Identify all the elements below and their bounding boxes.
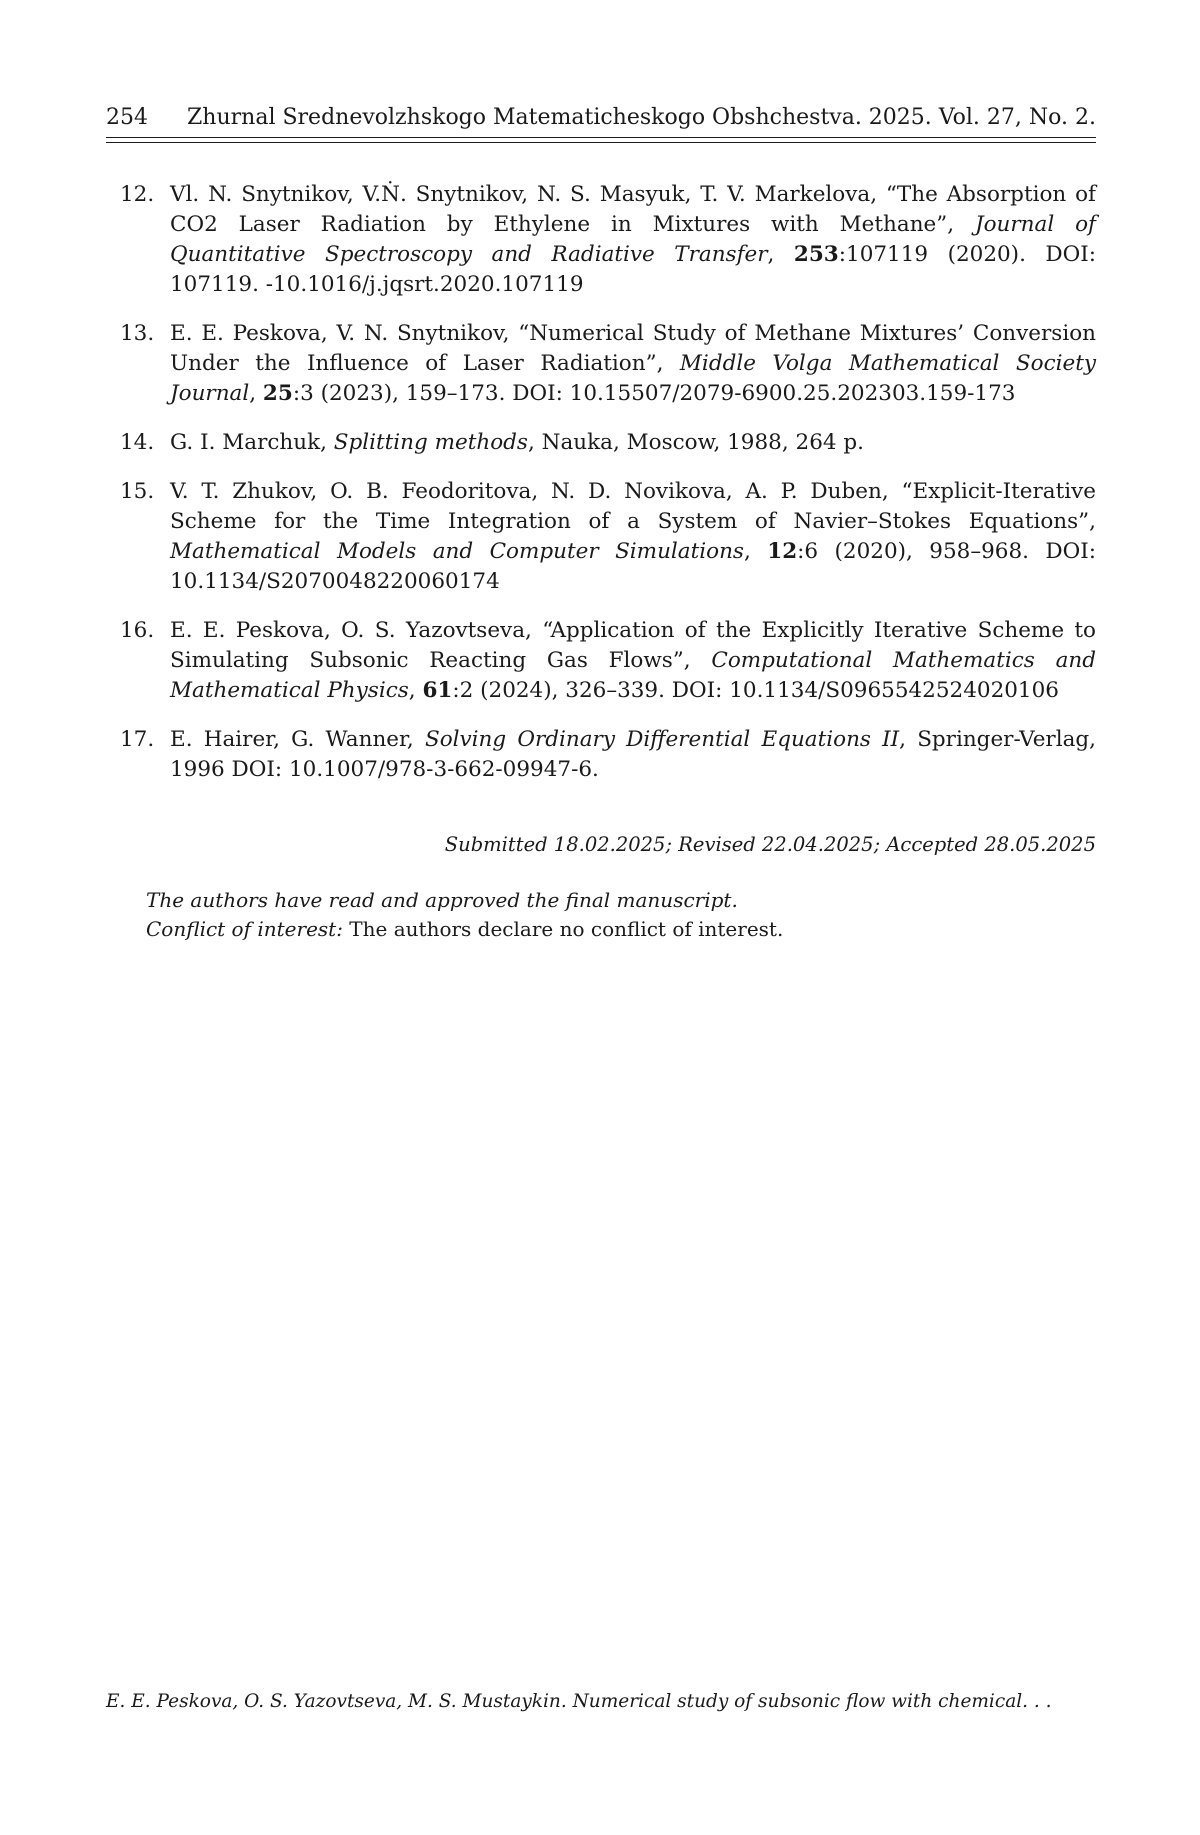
reference-separator: , — [527, 430, 542, 455]
reference-source: Mathematical Models and Computer Simulations — [170, 539, 744, 564]
reference-text — [170, 319, 1096, 409]
author-notes — [146, 886, 1096, 944]
reference-title: “The Absorption of CO2 Laser Radiation by Ethylene in Mixtures with Methane”, — [170, 182, 1096, 237]
page-number: 254 — [106, 105, 148, 130]
reference-volume: 12 — [767, 539, 798, 564]
reference-title: “Explicit-Iterative Scheme for the Time Integration of a System of Navier–Stokes Equations”, — [170, 479, 1096, 534]
reference-item — [120, 477, 1096, 597]
reference-volume: 25 — [262, 381, 293, 406]
reference-number: 12. — [120, 182, 155, 207]
reference-item — [120, 319, 1096, 409]
reference-text — [170, 616, 1096, 706]
conflict-label: Conflict of interest: — [146, 917, 343, 941]
reference-item — [120, 428, 1096, 458]
reference-separator: , — [899, 727, 918, 752]
reference-number: 14. — [120, 430, 155, 455]
reference-list — [120, 180, 1096, 804]
reference-volume: 61 — [422, 678, 453, 703]
reference-authors: G. I. Marchuk, — [170, 430, 334, 455]
reference-item — [120, 616, 1096, 706]
reference-source: Computational Mathematics and Mathematical Physics — [170, 648, 1096, 703]
reference-item — [120, 180, 1096, 300]
reference-details: :3 (2023), 159–173. DOI: 10.15507/2079-6900.25.202303.159-173 — [292, 381, 1016, 406]
reference-details: :6 (2020), 958–968. DOI: 10.1134/S2070048220060174 — [170, 539, 1097, 594]
reference-details: :2 (2024), 326–339. DOI: 10.1134/S0965542524020106 — [452, 678, 1059, 703]
reference-separator: , — [249, 381, 263, 406]
reference-authors: E. Hairer, G. Wanner, — [170, 727, 425, 752]
reference-volume: 253 — [793, 242, 839, 267]
conflict-text: The authors declare no conflict of interest. — [342, 917, 784, 941]
reference-text — [170, 725, 1096, 785]
reference-source: Solving Ordinary Differential Equations II — [424, 727, 900, 752]
approval-note: The authors have read and approved the final manuscript. — [146, 888, 738, 912]
reference-title: “Application of the Explicitly Iterative Scheme to Simulating Subsonic Reacting Gas Flows”, — [170, 618, 1096, 673]
reference-source: Journal of Quantitative Spectroscopy and Radiative Transfer — [170, 212, 1096, 267]
reference-separator: , — [408, 678, 423, 703]
header-rule-top — [106, 137, 1096, 138]
reference-details: :107119 (2020). DOI: 107119. -10.1016/j.jqsrt.2020.107119 — [170, 242, 1096, 297]
header-rule-bottom — [106, 142, 1096, 143]
reference-number: 17. — [120, 727, 155, 752]
reference-details: Springer-Verlag, 1996 DOI: 10.1007/978-3-662-09947-6. — [170, 727, 1096, 782]
conflict-note — [146, 915, 1096, 944]
reference-number: 13. — [120, 321, 155, 346]
reference-separator: , — [743, 539, 768, 564]
reference-title: “Numerical Study of Methane Mixtures’ Conversion Under the Influence of Laser Radiation”, — [170, 321, 1096, 376]
reference-separator: , — [767, 242, 794, 267]
reference-source: Splitting methods — [333, 430, 528, 455]
reference-number: 16. — [120, 618, 155, 643]
journal-title: Zhurnal Srednevolzhskogo Matematicheskogo Obshchestva. 2025. Vol. 27, No. 2. — [187, 105, 1096, 130]
reference-text — [170, 428, 1096, 458]
reference-source: Middle Volga Mathematical Society Journal — [170, 351, 1096, 406]
running-footer: E. E. Peskova, O. S. Yazovtseva, M. S. Mustaykin. Numerical study of subsonic flow with chemical. . . — [106, 1691, 1052, 1712]
reference-authors: Vl. N. Snytnikov, V.Ṅ. Snytnikov, N. S. Masyuk, T. V. Markelova, — [170, 182, 886, 207]
reference-text — [170, 180, 1096, 300]
reference-number: 15. — [120, 479, 155, 504]
submission-dates: Submitted 18.02.2025; Revised 22.04.2025; Accepted 28.05.2025 — [444, 833, 1096, 856]
running-header — [106, 104, 1096, 132]
reference-authors: E. E. Peskova, V. N. Snytnikov, — [170, 321, 519, 346]
reference-text — [170, 477, 1096, 597]
reference-authors: V. T. Zhukov, O. B. Feodoritova, N. D. Novikova, A. P. Duben, — [170, 479, 902, 504]
reference-details: Nauka, Moscow, 1988, 264 p. — [541, 430, 864, 455]
reference-item — [120, 725, 1096, 785]
reference-authors: E. E. Peskova, O. S. Yazovtseva, — [170, 618, 543, 643]
